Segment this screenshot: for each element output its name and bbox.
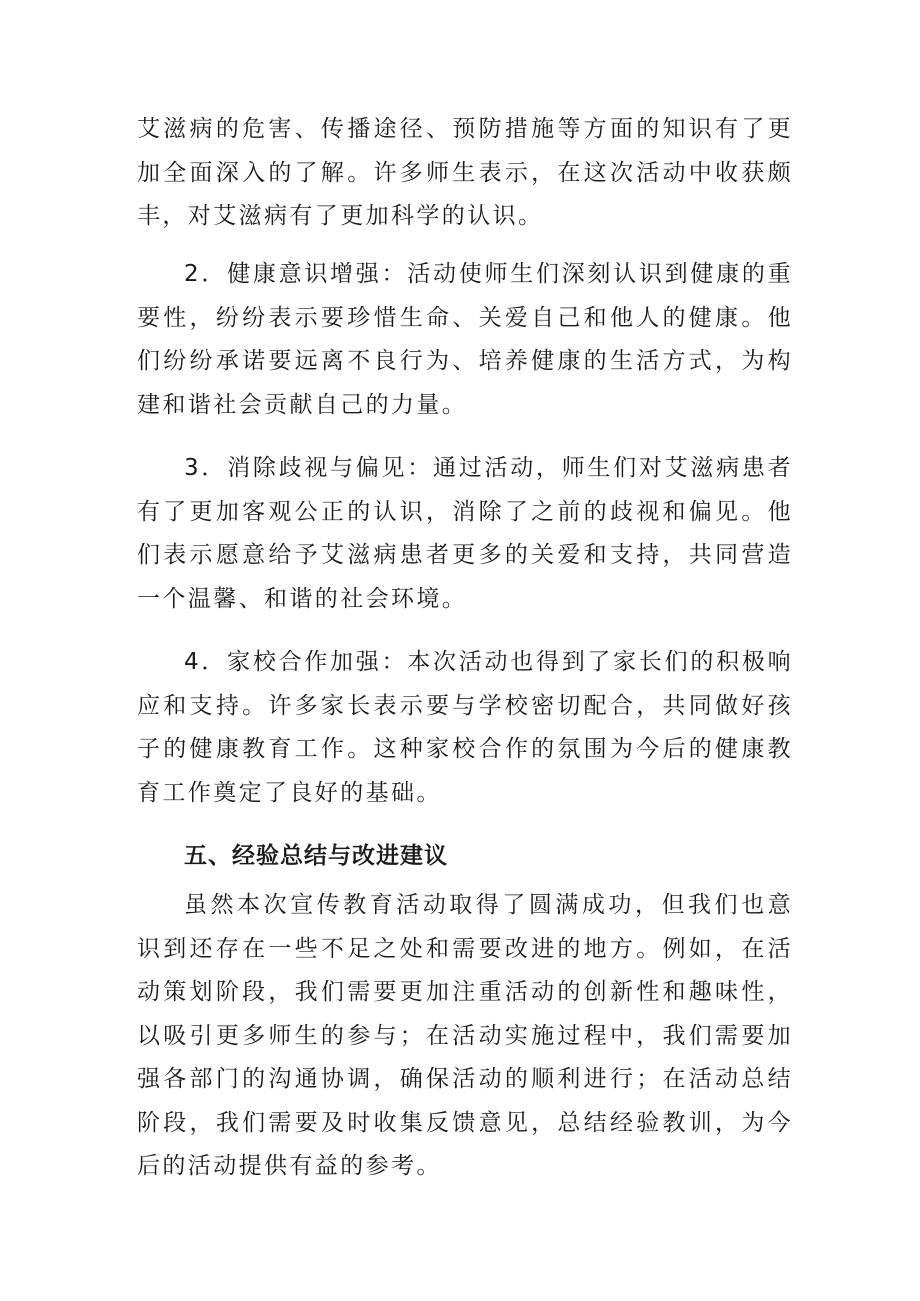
paragraph-item-4: 4．家校合作加强：本次活动也得到了家长们的积极响应和支持。许多家长表示要与学校密切配合，共同做好孩子的健康教育工作。这种家校合作的氛围为今后的健康教育工作奠定了良好的基础。 [137,649,793,806]
paragraph-continued: 艾滋病的危害、传播途径、预防措施等方面的知识有了更加全面深入的了解。许多师生表示，在这次活动中收获颇丰，对艾滋病有了更加科学的认识。 [137,116,793,229]
paragraph-item-3: 3．消除歧视与偏见：通过活动，师生们对艾滋病患者有了更加客观公正的认识，消除了之前的歧视和偏见。他们表示愿意给予艾滋病患者更多的关爱和支持，共同营造一个温馨、和谐的社会环境。 [137,455,793,612]
paragraph-section-5: 虽然本次宣传教育活动取得了圆满成功，但我们也意识到还存在一些不足之处和需要改进的地方。例如，在活动策划阶段，我们需要更加注重活动的创新性和趣味性，以吸引更多师生的参与；在活动实施过程中，我们需要加强各部门的沟通协调，确保活动的顺利进行；在活动总结阶段，我们需要及时收集反馈意见，总结经验教训，为今后的活动提供有益的参考。 [137,892,793,1179]
section-heading-5: 五、经验总结与改进建议 [184,843,448,869]
paragraph-item-2: 2．健康意识增强：活动使师生们深刻认识到健康的重要性，纷纷表示要珍惜生命、关爱自己和他人的健康。他们纷纷承诺要远离不良行为、培养健康的生活方式，为构建和谐社会贡献自己的力量。 [137,261,793,418]
